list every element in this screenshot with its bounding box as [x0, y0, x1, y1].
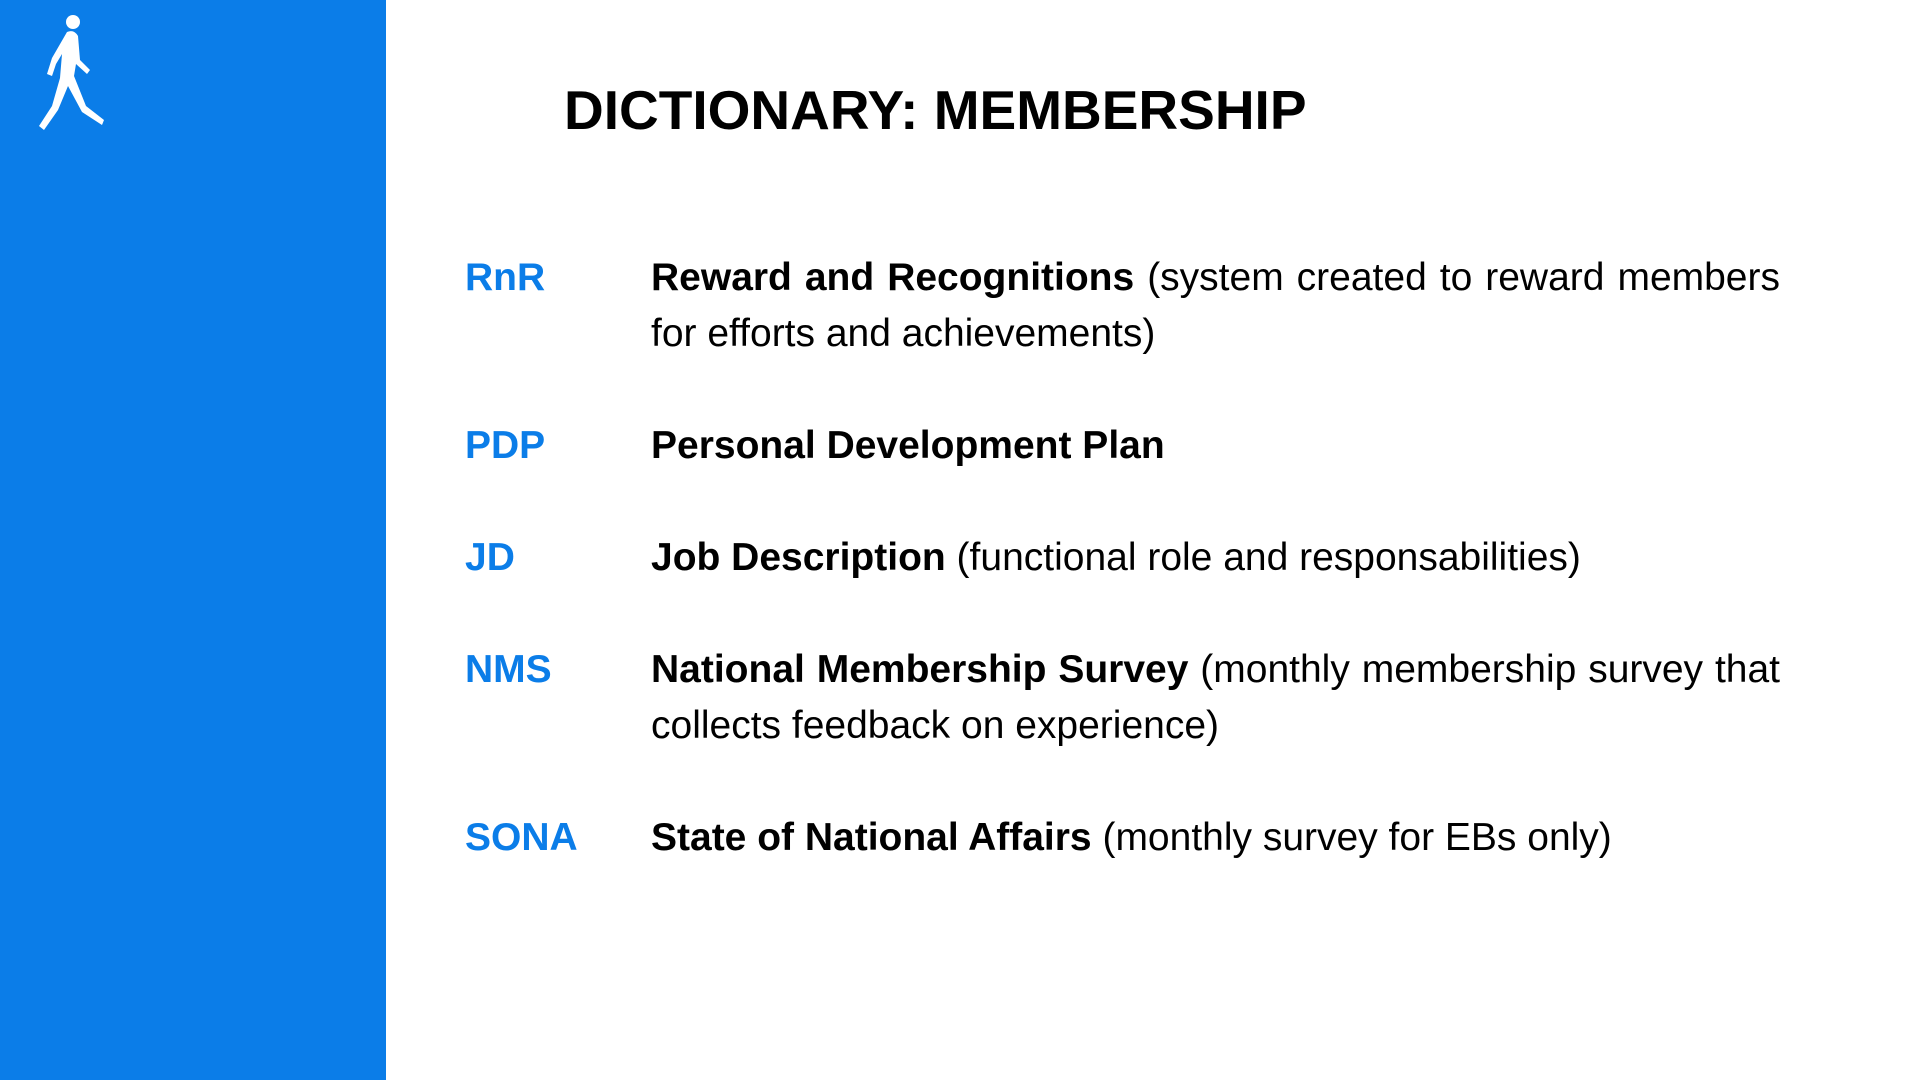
- dictionary-entry-nms: [465, 642, 1780, 754]
- entry-abbreviation: RnR: [465, 256, 546, 299]
- entry-description: (monthly survey for EBs only): [1091, 816, 1612, 859]
- dictionary-entry-rnr: [465, 250, 1780, 362]
- entry-abbreviation: SONA: [465, 816, 578, 859]
- entry-description: (monthly membership survey that collects feedback on experience): [651, 648, 1780, 747]
- walking-person-icon: [36, 14, 108, 134]
- entry-abbreviation: NMS: [465, 648, 552, 691]
- dictionary-entry-pdp: [465, 418, 1780, 474]
- entry-abbreviation: PDP: [465, 424, 546, 467]
- dictionary-entry-jd: [465, 530, 1780, 586]
- entry-term: Personal Development Plan: [651, 424, 1165, 467]
- entry-description: (functional role and responsabilities): [945, 536, 1581, 579]
- entry-term: National Membership Survey: [651, 648, 1189, 691]
- dictionary-list: [465, 250, 1780, 866]
- entry-abbreviation: JD: [465, 536, 515, 579]
- sidebar-panel: [0, 0, 386, 1080]
- dictionary-entry-sona: [465, 810, 1780, 866]
- entry-description: (system created to reward members for efforts and achievements): [651, 256, 1780, 355]
- page-title: DICTIONARY: MEMBERSHIP: [564, 79, 1307, 141]
- entry-term: State of National Affairs: [651, 816, 1092, 859]
- entry-term: Reward and Recognitions: [651, 256, 1135, 299]
- entry-term: Job Description: [651, 536, 946, 579]
